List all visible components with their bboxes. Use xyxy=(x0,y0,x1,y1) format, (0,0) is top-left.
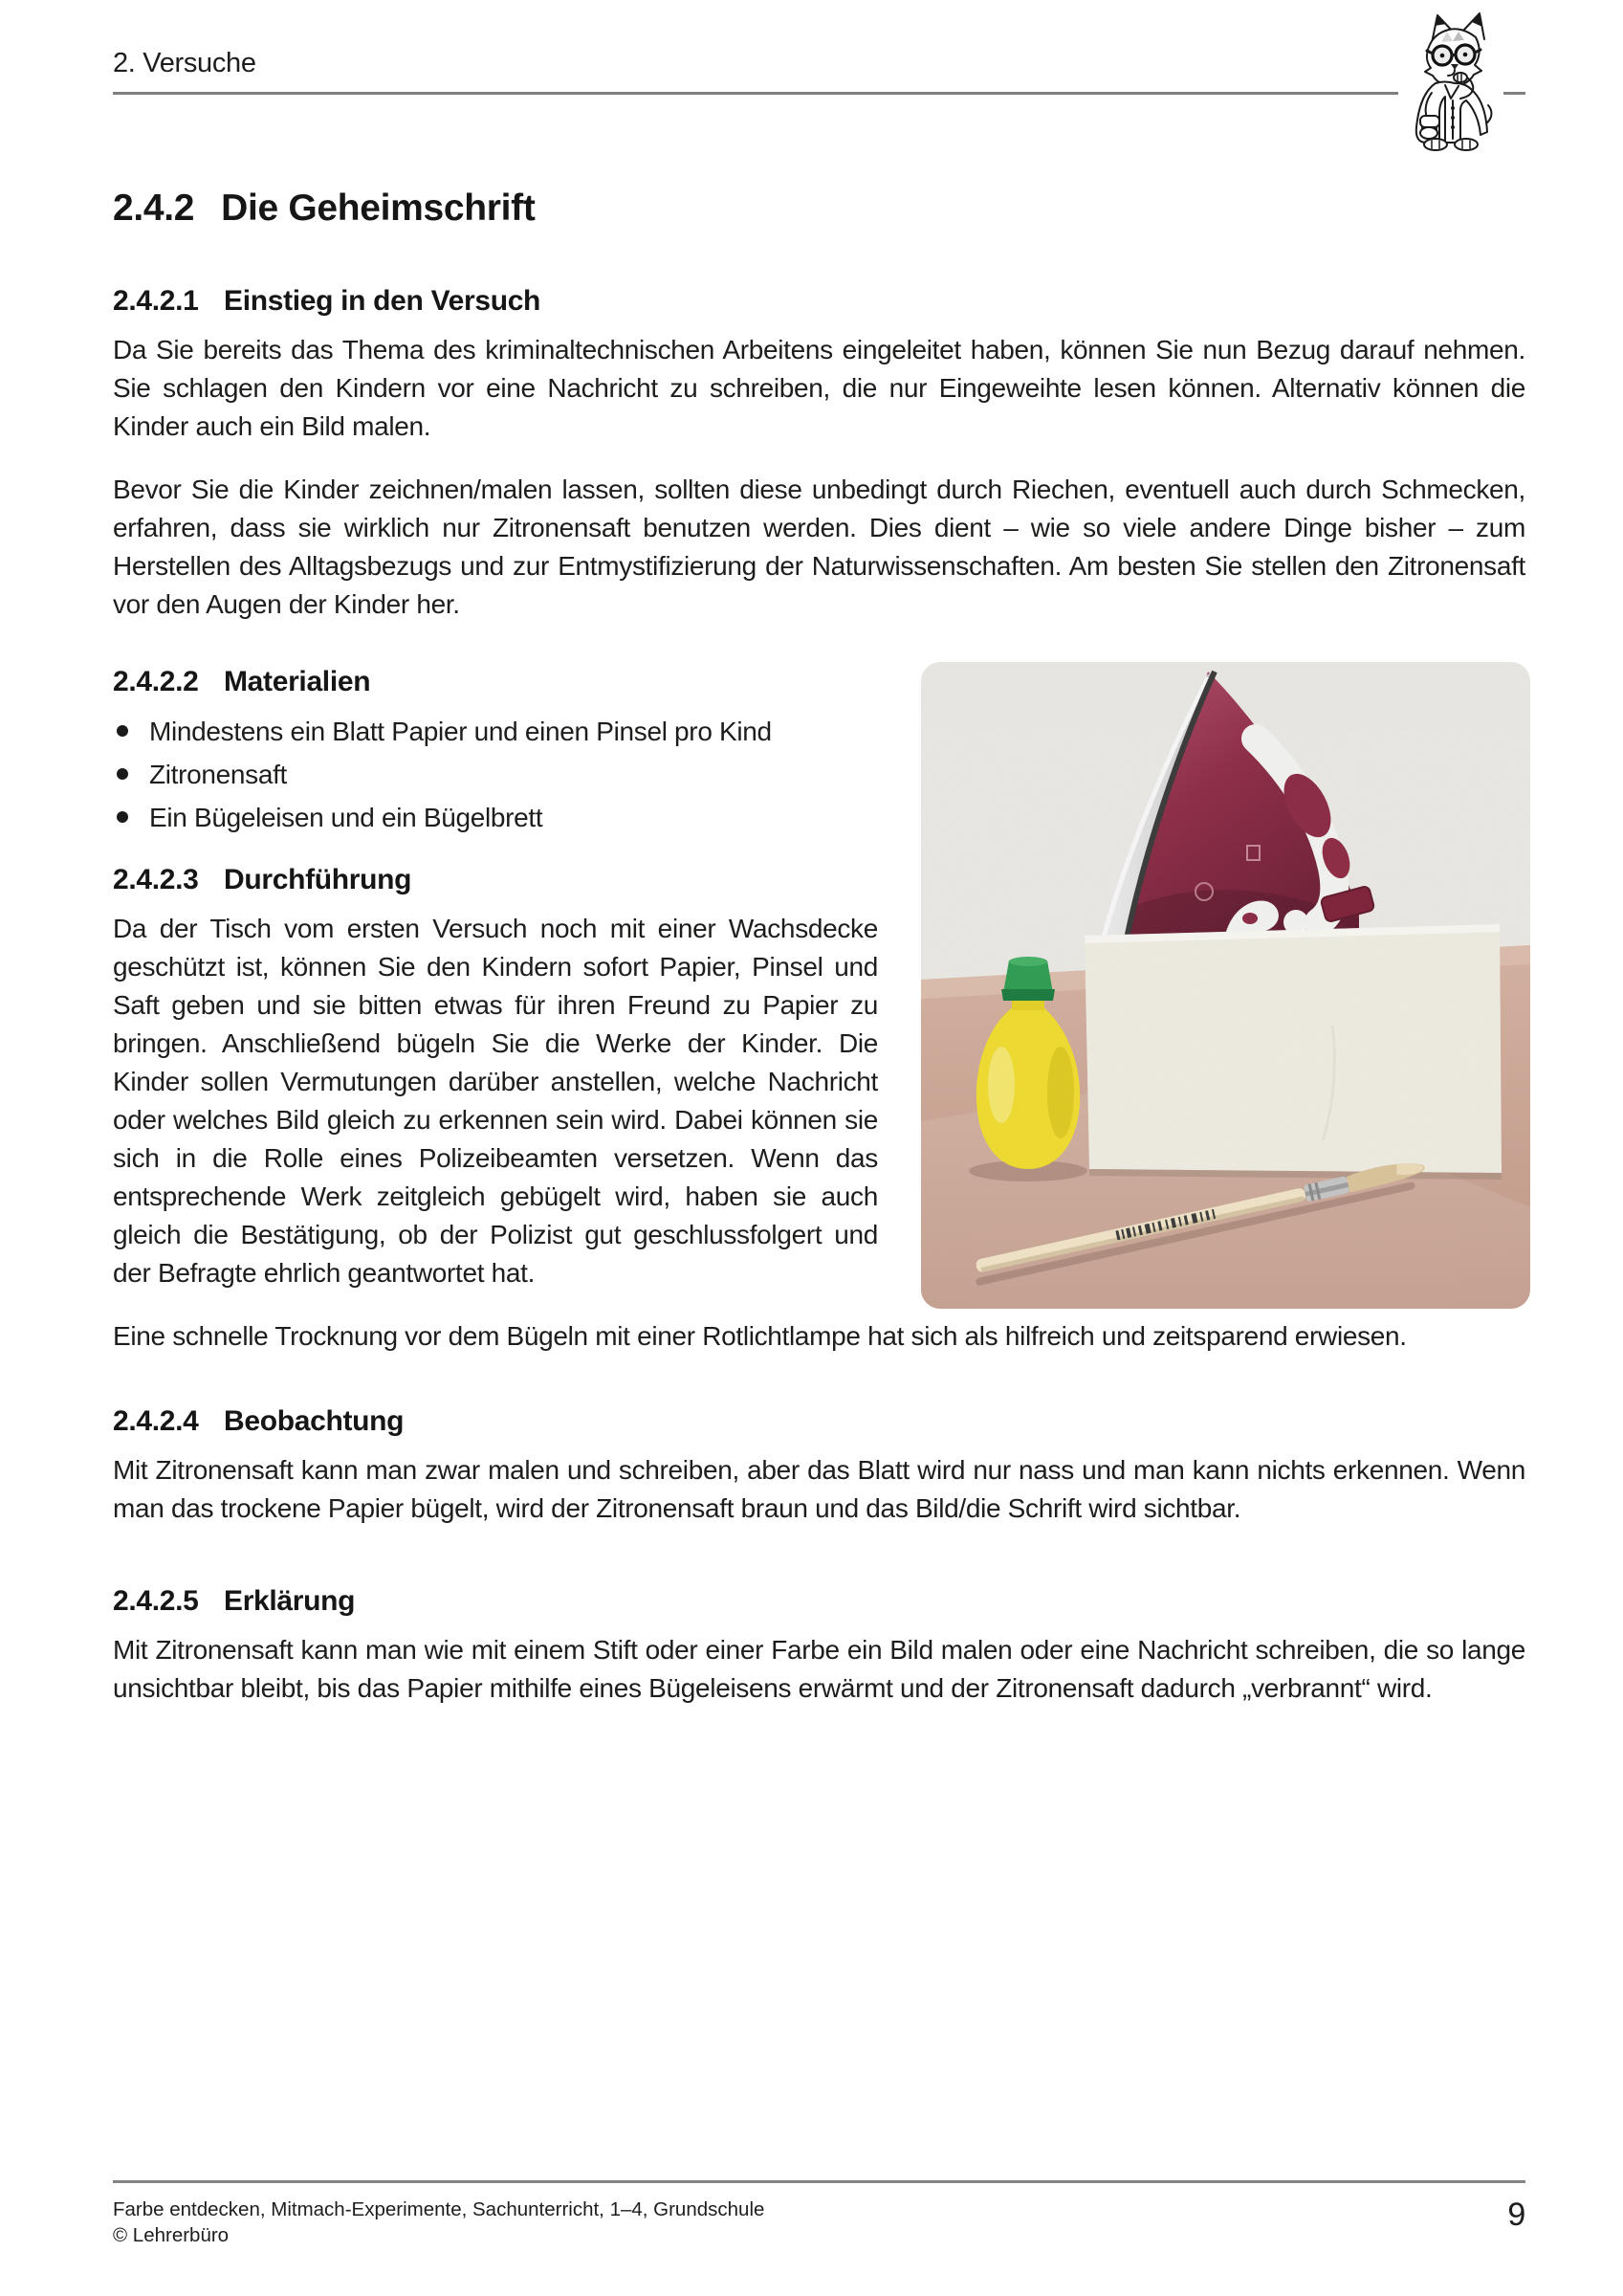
page-title xyxy=(113,188,1525,230)
list-item: Zitronensaft xyxy=(113,753,1525,796)
einstieg-paragraph-1: Da Sie bereits das Thema des kriminaltechnischen Arbeitens eingeleitet haben, können Sie nun Bezug darauf nehmen. Sie schlagen den Kindern vor eine Nachricht zu schreiben, die nur Eingeweihte lesen können. Alternativ können die Kinder auch ein Bild malen. xyxy=(113,335,1525,441)
bullet-icon xyxy=(117,725,128,737)
footer-line-2: © Lehrerbüro xyxy=(113,2224,230,2246)
heading-beobachtung: 2.4.2.4 Beobachtung xyxy=(113,1405,405,1437)
materials-photo xyxy=(921,662,1530,1309)
durchfuehrung-note: Eine schnelle Trocknung vor dem Bügeln mit einer Rotlichtlampe hat sich als hilfreich und zeitsparend erwiesen. xyxy=(113,1321,1407,1351)
heading-materialien: 2.4.2.2 Materialien xyxy=(113,666,371,697)
durchfuehrung-paragraph: Da der Tisch vom ersten Versuch noch mit einer Wachsdecke geschützt ist, können Sie den Kindern sofort Papier, Pinsel und Saft geben und sie bitten etwas für ihren Freund zu Papier zu bringen. Anschließend bügeln Sie die Werke der Kinder. Die Kinder sollen Vermutungen darüber anstellen, welche Nachricht oder welches Bild gleich zu erkennen sein wird. Dabei können sie sich in die Rolle eines Polizeibeamten versetzen. Wenn das entsprechende Werk zeitgleich gebügelt wird, haben sie auch gleich die Bestätigung, ob der Polizist gut geschlussfolgert und der Befragte ehrlich geantwortet hat. xyxy=(113,914,878,1288)
heading-durchfuehrung: 2.4.2.3 Durchführung xyxy=(113,864,412,895)
erklaerung-paragraph: Mit Zitronensaft kann man wie mit einem Stift oder einer Farbe ein Bild malen oder eine Nachricht schreiben, die so lange unsichtbar bleibt, bis das Papier mithilfe eines Bügeleisens erwärmt und der Zitronensaft dadurch „verbrannt“ wird. xyxy=(113,1635,1525,1703)
einstieg-paragraph-2: Bevor Sie die Kinder zeichnen/malen lassen, sollten diese unbedingt durch Riechen, eventuell auch durch Schmecken, erfahren, dass sie wirklich nur Zitronensaft benutzen werden. Dies dient – wie so viele andere Dinge bisher – zum Herstellen des Alltagsbezugs und zur Entmystifizierung der Naturwissenschaften. Am besten Sie stellen den Zitronensaft vor den Augen der Kinder her. xyxy=(113,475,1525,619)
page-number: 9 xyxy=(1507,2197,1525,2233)
header-rule xyxy=(113,92,1525,95)
title-label: Die Geheimschrift xyxy=(221,188,536,229)
list-item: Mindestens ein Blatt Papier und einen Pinsel pro Kind xyxy=(113,710,1525,753)
scientist-cat-icon xyxy=(1398,10,1503,153)
bullet-icon xyxy=(117,811,128,823)
beobachtung-paragraph: Mit Zitronensaft kann man zwar malen und schreiben, aber das Blatt wird nur nass und man kann nichts erkennen. Wenn man das trockene Papier bügelt, wird der Zitronensaft braun und das Bild/die Schrift wird sichtbar. xyxy=(113,1455,1525,1523)
chapter-breadcrumb: 2. Versuche xyxy=(113,48,256,78)
heading-einstieg: 2.4.2.1 Einstieg in den Versuch xyxy=(113,285,541,317)
footer-rule xyxy=(113,2180,1525,2183)
bullet-icon xyxy=(117,768,128,780)
list-item: Ein Bügeleisen und ein Bügelbrett xyxy=(113,796,1525,839)
footer-source xyxy=(113,2197,764,2248)
heading-erklaerung: 2.4.2.5 Erklärung xyxy=(113,1585,356,1617)
title-number: 2.4.2 xyxy=(113,188,195,229)
footer-line-1: Farbe entdecken, Mitmach-Experimente, Sachunterricht, 1–4, Grundschule xyxy=(113,2198,765,2220)
